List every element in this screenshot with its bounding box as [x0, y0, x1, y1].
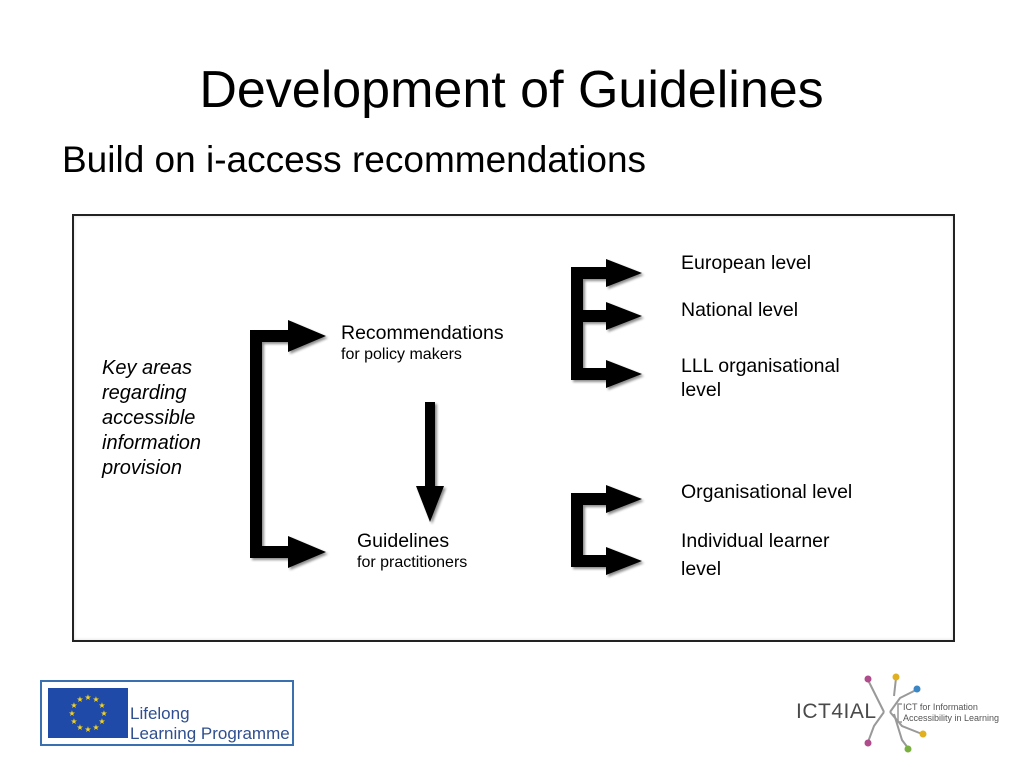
svg-text:★: ★: [70, 701, 78, 710]
svg-text:★: ★: [76, 723, 84, 732]
level-lll-line1: LLL organisational: [681, 355, 840, 377]
arrow-lll: [606, 360, 642, 388]
svg-text:★: ★: [98, 701, 106, 710]
key-areas-line: Key areas: [102, 357, 193, 379]
guidelines-label: Guidelines: [357, 530, 450, 552]
practice-bracket-line: [577, 499, 609, 561]
svg-text:★: ★: [84, 693, 92, 702]
svg-text:★: ★: [98, 717, 106, 726]
left-bracket-line: [256, 336, 292, 552]
svg-text:★: ★: [92, 695, 100, 704]
level-organisational: Organisational level: [681, 481, 853, 503]
ict4ial-desc-line1: ICT for Information: [903, 702, 978, 712]
arrow-national: [606, 302, 642, 330]
llp-line2: Learning Programme: [130, 724, 290, 743]
level-european: European level: [681, 252, 812, 274]
svg-text:★: ★: [92, 723, 100, 732]
recommendations-node: [341, 321, 504, 365]
slide-subtitle: Build on i-access recommendations: [62, 139, 647, 180]
arrow-to-guidelines: [288, 536, 326, 568]
arrow-to-recommendations: [288, 320, 326, 352]
llp-line1: Lifelong: [130, 704, 190, 723]
recommendations-sub: for policy makers: [341, 346, 462, 363]
key-areas-line: accessible: [102, 407, 196, 429]
key-areas-text: [102, 356, 232, 481]
llp-logo: [40, 680, 294, 746]
level-national: National level: [681, 299, 799, 321]
svg-text:★: ★: [68, 709, 76, 718]
level-lll: [681, 354, 840, 402]
svg-text:★: ★: [76, 695, 84, 704]
level-individual-line1: Individual learner: [681, 530, 830, 552]
ict4ial-logo: [790, 670, 1015, 755]
ict4ial-desc: [903, 702, 999, 724]
guidelines-node: [357, 529, 467, 573]
level-lll-line2: level: [681, 379, 722, 401]
level-individual-line2: level: [681, 558, 722, 580]
guidelines-sub: for practitioners: [357, 554, 468, 571]
svg-text:★: ★: [84, 725, 92, 734]
ict4ial-name: ICT4IAL: [796, 700, 877, 723]
slide-title: Development of Guidelines: [199, 61, 824, 119]
key-areas-line: provision: [102, 457, 183, 479]
arrow-european: [606, 259, 642, 287]
down-arrow-head: [416, 486, 444, 522]
arrow-organisational: [606, 485, 642, 513]
eu-flag-icon: [48, 688, 128, 738]
arrow-individual: [606, 547, 642, 575]
svg-text:★: ★: [100, 709, 108, 718]
svg-text:★: ★: [70, 717, 78, 726]
policy-bracket-line: [577, 273, 609, 374]
llp-logo-text: [130, 704, 290, 744]
key-areas-line: regarding: [102, 382, 187, 404]
level-individual: [681, 529, 830, 581]
guidelines-diagram: [72, 214, 955, 642]
key-areas-line: information: [102, 432, 201, 454]
recommendations-label: Recommendations: [341, 322, 504, 344]
ict4ial-desc-line2: Accessibility in Learning: [903, 713, 1000, 723]
